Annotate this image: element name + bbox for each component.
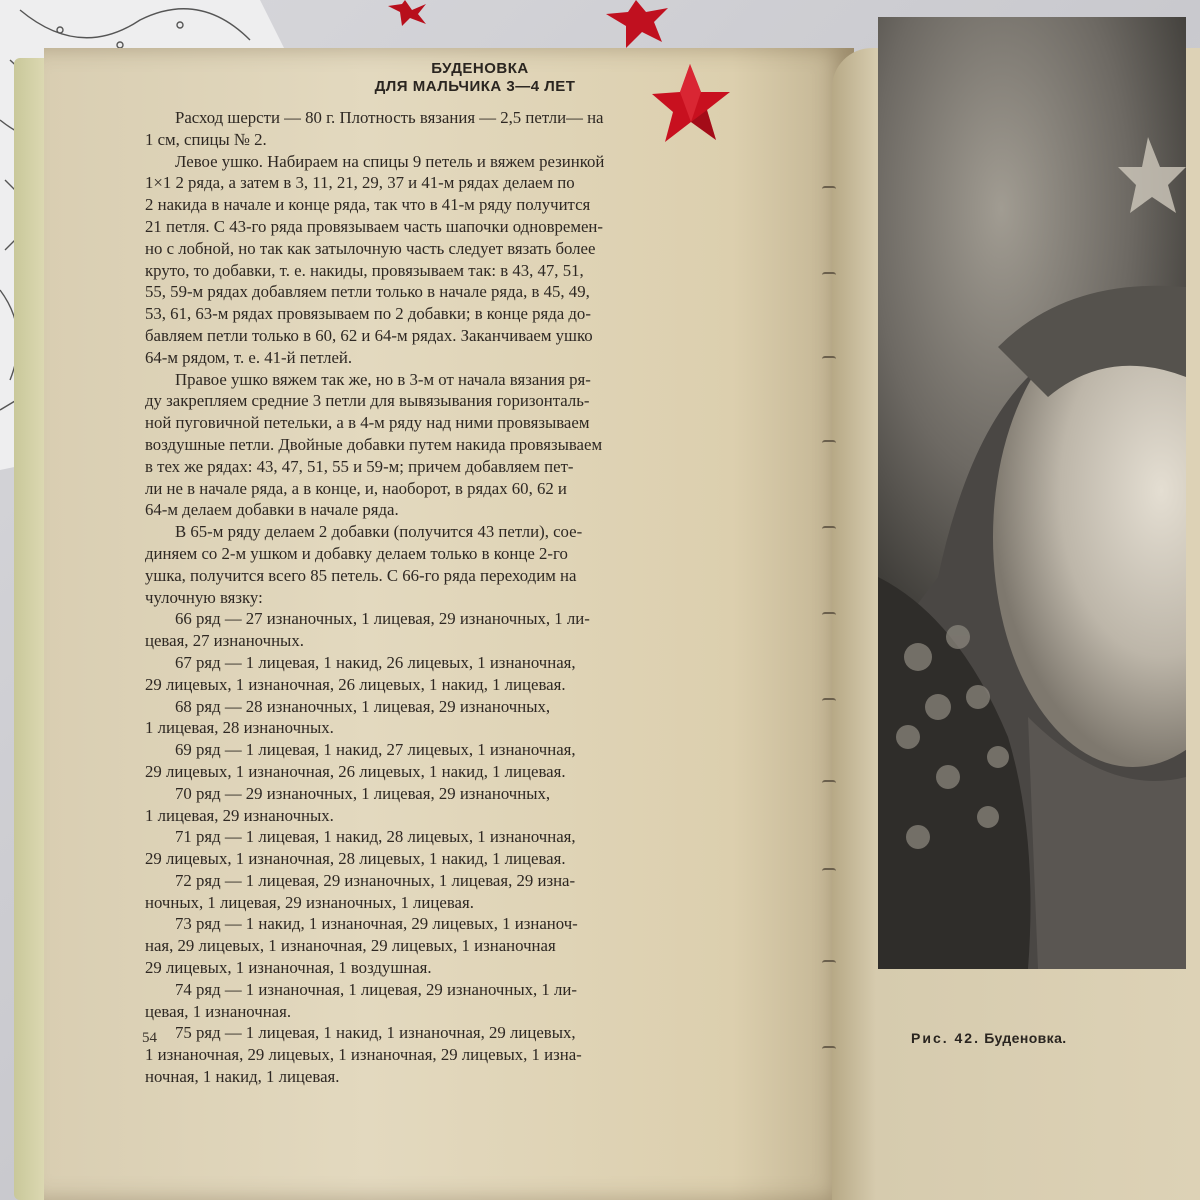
binding-stitch <box>822 780 836 788</box>
text-paragraph <box>145 652 785 696</box>
text-line: ушка, получится всего 85 петель. С 66-го ряда переходим на <box>145 565 577 585</box>
binding-stitch <box>822 1046 836 1054</box>
caption-prefix: Рис. 42. <box>911 1030 980 1046</box>
child-photograph <box>878 17 1186 969</box>
text-line: 55, 59-м рядах добавляем петли только в начале ряда, в 45, 49, <box>145 282 590 302</box>
text-line: 2 накида в начале и конце ряда, так что в 41-м ряду получится <box>145 195 591 215</box>
text-line: цевая, 1 изнаночная. <box>145 1001 292 1021</box>
binding-stitch <box>822 868 836 876</box>
red-star-icon <box>606 0 668 48</box>
page-text <box>145 60 785 1088</box>
photo-caption <box>911 1030 1067 1046</box>
text-line: ночных, 1 лицевая, 29 изнаночных, 1 лицевая. <box>145 892 474 912</box>
text-line: Расход шерсти — 80 г. Плотность вязания — 2,5 петли— на <box>175 108 604 127</box>
text-paragraph <box>145 826 785 870</box>
text-line: в тех же рядах: 43, 47, 51, 55 и 59-м; причем добавляем пет- <box>145 456 574 476</box>
text-line: 74 ряд — 1 изнаночная, 1 лицевая, 29 изнаночных, 1 ли- <box>175 979 577 999</box>
text-paragraph <box>145 870 785 914</box>
text-line: ная, 29 лицевых, 1 изнаночная, 29 лицевых, 1 изнаночная <box>145 936 556 956</box>
text-line: 64-м рядом, т. е. 41-й петлей. <box>145 347 353 367</box>
binding-stitch <box>822 612 836 620</box>
text-line: воздушные петли. Двойные добавки путем накида провязываем <box>145 434 603 454</box>
text-line: 69 ряд — 1 лицевая, 1 накид, 27 лицевых, 1 изнаночная, <box>175 740 576 760</box>
text-paragraph <box>145 696 785 740</box>
binding-stitch <box>822 526 836 534</box>
text-line: 71 ряд — 1 лицевая, 1 накид, 28 лицевых, 1 изнаночная, <box>175 827 576 847</box>
text-line: 67 ряд — 1 лицевая, 1 накид, 26 лицевых, 1 изнаночная, <box>175 652 576 672</box>
text-paragraph <box>145 1022 785 1087</box>
text-line: 29 лицевых, 1 изнаночная, 28 лицевых, 1 накид, 1 лицевая. <box>145 849 566 869</box>
text-line: 53, 61, 63-м рядах провязываем по 2 добавки; в конце ряда до- <box>145 304 591 324</box>
binding-stitch <box>822 960 836 968</box>
text-line: 29 лицевых, 1 изнаночная, 26 лицевых, 1 накид, 1 лицевая. <box>145 674 566 694</box>
text-paragraph <box>145 979 785 1023</box>
text-line: но с лобной, но так как затылочную часть следует вязать более <box>145 238 596 258</box>
binding-stitch <box>822 440 836 448</box>
text-paragraph <box>145 739 785 783</box>
text-line: 1 см, спицы № 2. <box>145 129 267 149</box>
text-line: чулочную вязку: <box>145 587 263 607</box>
text-line: ли не в начале ряда, а в конце, и, наоборот, в рядах 60, 62 и <box>145 478 567 498</box>
text-line: 29 лицевых, 1 изнаночная, 26 лицевых, 1 накид, 1 лицевая. <box>145 761 566 781</box>
binding-stitch <box>822 698 836 706</box>
red-star-icon <box>652 62 732 152</box>
text-paragraph <box>145 151 785 369</box>
text-line: Левое ушко. Набираем на спицы 9 петель и вяжем резинкой <box>175 151 605 171</box>
text-line: круто, то добавки, т. е. накиды, провязываем так: в 43, 47, 51, <box>145 260 584 280</box>
text-line: 1 лицевая, 29 изнаночных. <box>145 805 334 825</box>
text-line: 21 петля. С 43-го ряда провязываем часть шапочки одновремен- <box>145 216 603 236</box>
text-paragraph <box>145 521 785 608</box>
text-paragraph <box>145 369 785 522</box>
text-line: В 65-м ряду делаем 2 добавки (получится 43 петли), сое- <box>175 522 583 542</box>
text-line: 66 ряд — 27 изнаночных, 1 лицевая, 29 изнаночных, 1 ли- <box>175 609 590 629</box>
text-line: ночная, 1 накид, 1 лицевая. <box>145 1067 340 1087</box>
text-line: 1×1 2 ряда, а затем в 3, 11, 21, 29, 37 и 41-м рядах делаем по <box>145 173 575 193</box>
text-paragraph <box>145 913 785 978</box>
text-line: 1 лицевая, 28 изнаночных. <box>145 718 334 738</box>
red-star-icon <box>388 0 426 26</box>
binding-stitch <box>822 356 836 364</box>
budenovka-photo <box>878 17 1186 969</box>
text-line: 68 ряд — 28 изнаночных, 1 лицевая, 29 изнаночных, <box>175 696 551 716</box>
body-text <box>145 107 785 1088</box>
text-line: ду закрепляем средние 3 петли для вывязывания горизонталь- <box>145 391 590 411</box>
caption-text: Буденовка. <box>984 1030 1067 1046</box>
text-line: 70 ряд — 29 изнаночных, 1 лицевая, 29 изнаночных, <box>175 783 551 803</box>
text-line: ной пуговичной петельки, а в 4-м ряду над ними провязываем <box>145 413 590 433</box>
heading-subtitle: ДЛЯ МАЛЬЧИКА 3—4 ЛЕТ <box>374 78 576 95</box>
text-line: 64-м делаем добавки в начале ряда. <box>145 500 399 520</box>
binding-stitch <box>822 186 836 194</box>
text-paragraph <box>145 783 785 827</box>
text-line: 73 ряд — 1 накид, 1 изнаночная, 29 лицевых, 1 изнаноч- <box>175 914 578 934</box>
text-line: 1 изнаночная, 29 лицевых, 1 изнаночная, 29 лицевых, 1 изна- <box>145 1045 582 1065</box>
binding-stitch <box>822 272 836 280</box>
text-paragraph <box>145 608 785 652</box>
text-line: 72 ряд — 1 лицевая, 29 изнаночных, 1 лицевая, 29 изна- <box>175 870 576 890</box>
heading-title: БУДЕНОВКА <box>431 60 529 77</box>
text-line: 75 ряд — 1 лицевая, 1 накид, 1 изнаночная, 29 лицевых, <box>175 1023 576 1043</box>
text-line: бавляем петли только в 60, 62 и 64-м рядах. Заканчиваем ушко <box>145 325 593 345</box>
text-line: диняем со 2-м ушком и добавку делаем только в конце 2-го <box>145 543 568 563</box>
text-line: цевая, 27 изнаночных. <box>145 631 304 651</box>
page-number: 54 <box>142 1030 157 1046</box>
text-line: Правое ушко вяжем так же, но в 3-м от начала вязания ря- <box>175 369 591 389</box>
text-line: 29 лицевых, 1 изнаночная, 1 воздушная. <box>145 958 432 978</box>
